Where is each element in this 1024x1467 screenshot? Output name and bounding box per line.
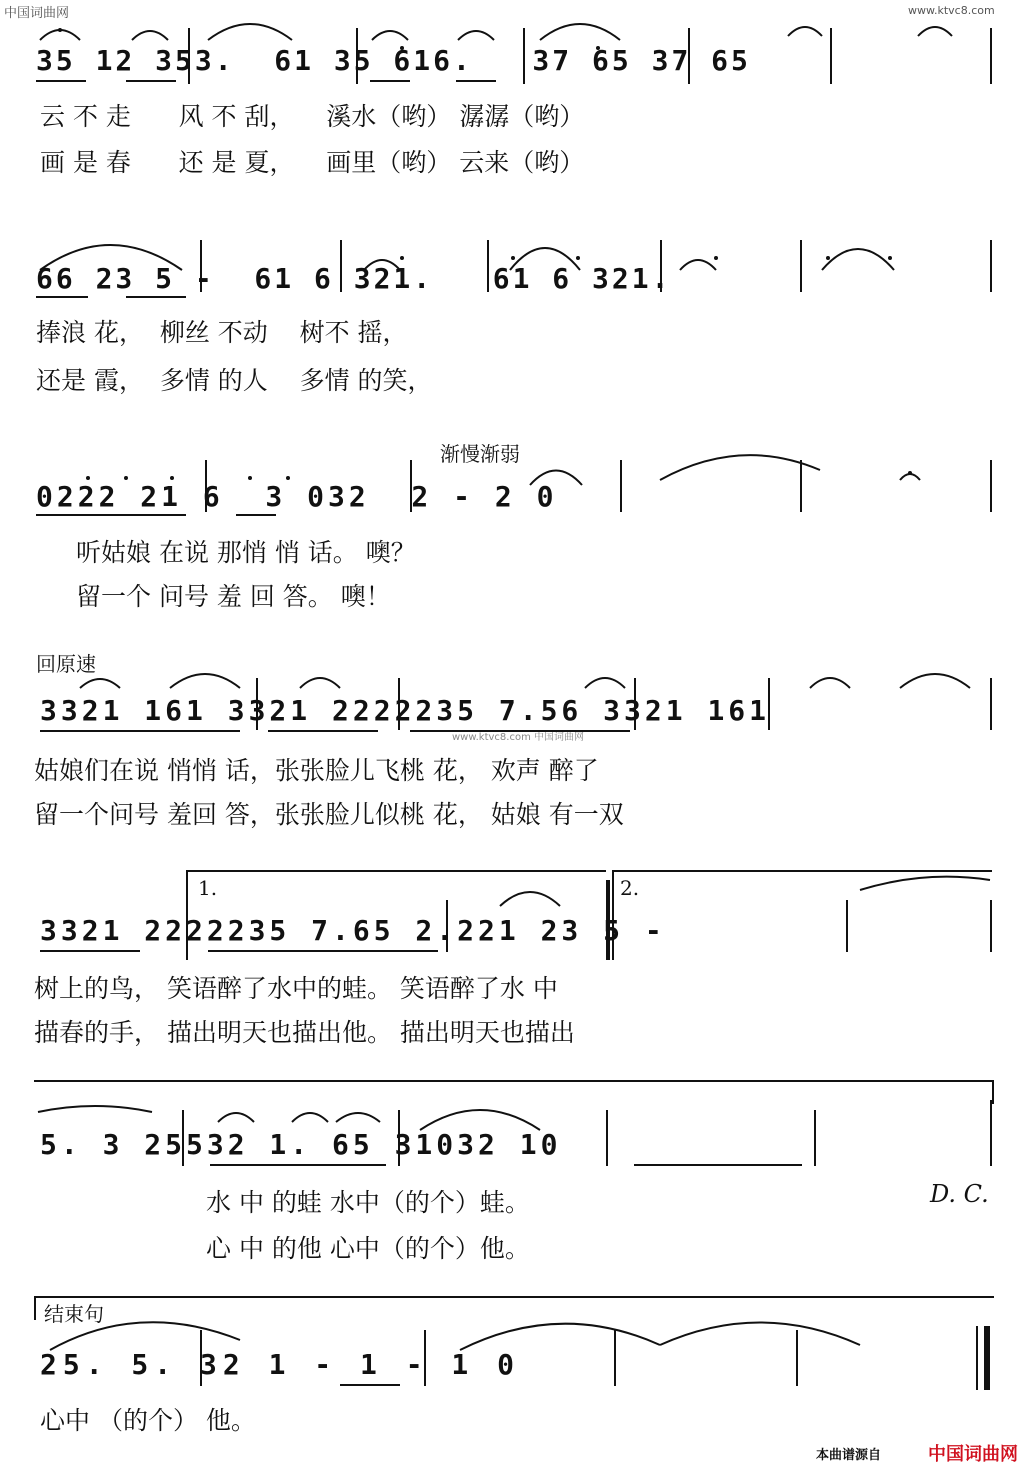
watermark-mid: www.ktvc8.com 中国词曲网: [452, 732, 585, 743]
notation-line-6: 5. 3 25532 1. 65 31032 10: [40, 1128, 562, 1161]
tie-arc: [38, 1106, 152, 1112]
beam: [410, 730, 630, 732]
watermark-top-left: 中国词曲网: [4, 6, 70, 21]
beam: [36, 514, 186, 516]
slur-arc: [458, 31, 494, 40]
beam: [126, 296, 186, 298]
volta-bracket-1: [186, 870, 606, 872]
lyrics-line-2-verse-2: 还是 霞， 多情 的人 多情 的笑，: [36, 366, 433, 395]
beam: [268, 730, 378, 732]
bar-line: [800, 240, 802, 292]
slur-arc: [680, 260, 716, 270]
slur-arc: [80, 679, 120, 688]
slur-arc: [500, 892, 560, 906]
footer-site-name[interactable]: 中国词曲网: [928, 1444, 1018, 1465]
slur-arc: [292, 1113, 328, 1122]
beam: [208, 950, 438, 952]
beam: [126, 80, 176, 82]
beam: [634, 1164, 802, 1166]
slur-arc: [788, 27, 822, 36]
slur-arc: [918, 27, 952, 36]
ending-2-label: 2.: [620, 876, 640, 900]
lyrics-line-2-verse-1: 捧浪 花， 柳丝 不动 树不 摇，: [36, 318, 408, 347]
footer-source-label: 本曲谱源自: [816, 1448, 882, 1463]
coda-bracket-edge: [34, 1296, 36, 1320]
tie-arc: [860, 877, 990, 890]
lyrics-line-6-verse-1: 水 中 的蛙 水中（的个）蛙。: [206, 1188, 530, 1217]
notation-line-3: 0222 21 6 3 032 2 - 2 0: [36, 480, 558, 513]
slur-arc: [208, 24, 292, 40]
lyrics-line-3-verse-1: 听姑娘 在说 那悄 悄 话。 噢？: [76, 538, 416, 567]
notation-line-5: 3321 2222235 7.65 2.221 23 5 -: [40, 914, 666, 947]
beam: [210, 1164, 386, 1166]
beam: [340, 1384, 400, 1386]
lyrics-line-6-verse-2: 心 中 的他 心中（的个）他。: [206, 1234, 530, 1263]
slur-arc: [810, 678, 850, 688]
slur-arc: [822, 249, 894, 270]
slur-arc: [132, 31, 168, 40]
beam: [36, 296, 88, 298]
watermark-top-right: www.ktvc8.com: [908, 4, 995, 17]
bar-line: [606, 1110, 608, 1166]
lyrics-line-4-verse-1: 姑娘们在说 悄悄 话，张张脸儿飞桃 花， 欢声 醉了: [34, 756, 599, 785]
notation-line-4: 3321 161 3321 2222235 7.56 3321 161: [40, 694, 771, 727]
da-capo-mark: D. C.: [930, 1180, 989, 1208]
bar-line: [814, 1110, 816, 1166]
coda-bracket: [34, 1296, 994, 1298]
bar-line: [990, 460, 992, 512]
bar-line: [830, 28, 832, 84]
notation-line-1: 35 12 353. 61 35 616. 37 65 37 65: [36, 44, 751, 77]
lyrics-line-5-verse-1: 树上的鸟， 笑语醉了水中的蛙。 笑语醉了水 中: [34, 974, 558, 1003]
slur-arc: [900, 674, 970, 688]
volta-bracket-2-continued: [34, 1080, 994, 1082]
lyrics-line-5-verse-2: 描春的手， 描出明天也描出他。 描出明天也描出: [34, 1018, 575, 1047]
beam: [456, 80, 496, 82]
slur-arc: [660, 455, 820, 480]
bar-line: [990, 900, 992, 952]
bar-line: [846, 900, 848, 952]
tempo-marking-a-tempo: 回原速: [36, 652, 96, 676]
final-bar-thin: [976, 1326, 978, 1390]
beam: [370, 80, 410, 82]
lyrics-line-1-verse-1: 云 不 走 风 不 刮， 溪水（哟） 潺潺（哟）: [40, 102, 585, 131]
volta-bracket-end: [992, 1080, 994, 1104]
bar-line: [614, 1330, 616, 1386]
slur-arc: [460, 1324, 660, 1350]
slur-arc: [372, 31, 408, 40]
bar-line: [990, 28, 992, 84]
bar-line: [990, 678, 992, 730]
beam: [40, 730, 240, 732]
beam: [40, 950, 140, 952]
beam: [236, 514, 276, 516]
slur-arc: [585, 678, 625, 688]
slur-arc: [336, 1113, 380, 1122]
bar-line: [796, 1330, 798, 1386]
slur-arc: [218, 1113, 254, 1122]
slur-arc: [420, 1110, 540, 1130]
bar-line: [990, 240, 992, 292]
lyrics-line-4-verse-2: 留一个问号 羞回 答，张张脸儿似桃 花， 姑娘 有一双: [34, 800, 624, 829]
tempo-marking-ritardando: 渐慢渐弱: [440, 442, 520, 466]
slur-arc: [660, 1323, 860, 1346]
notation-line-7: 25. 5. 32 1 - 1 - 1 0: [40, 1348, 521, 1381]
coda-label: 结束句: [44, 1302, 104, 1326]
notation-line-2: 66 23 5 - 61 6 321. 61 6 321.: [36, 262, 672, 295]
slur-arc: [300, 678, 340, 688]
volta-bracket-2: [612, 870, 992, 872]
final-bar-thick: [984, 1326, 990, 1390]
ending-1-label: 1.: [198, 876, 218, 900]
slur-arc: [170, 674, 240, 688]
lyrics-line-3-verse-2: 留一个 问号 羞 回 答。 噢！: [76, 582, 391, 611]
slur-arc: [540, 24, 620, 40]
beam: [36, 80, 86, 82]
lyrics-line-1-verse-2: 画 是 春 还 是 夏， 画里（哟） 云来（哟）: [40, 148, 585, 177]
lyrics-line-7: 心中 （的个） 他。: [40, 1406, 256, 1435]
bar-line: [800, 460, 802, 512]
bar-line: [990, 1100, 992, 1166]
bar-line: [620, 460, 622, 512]
